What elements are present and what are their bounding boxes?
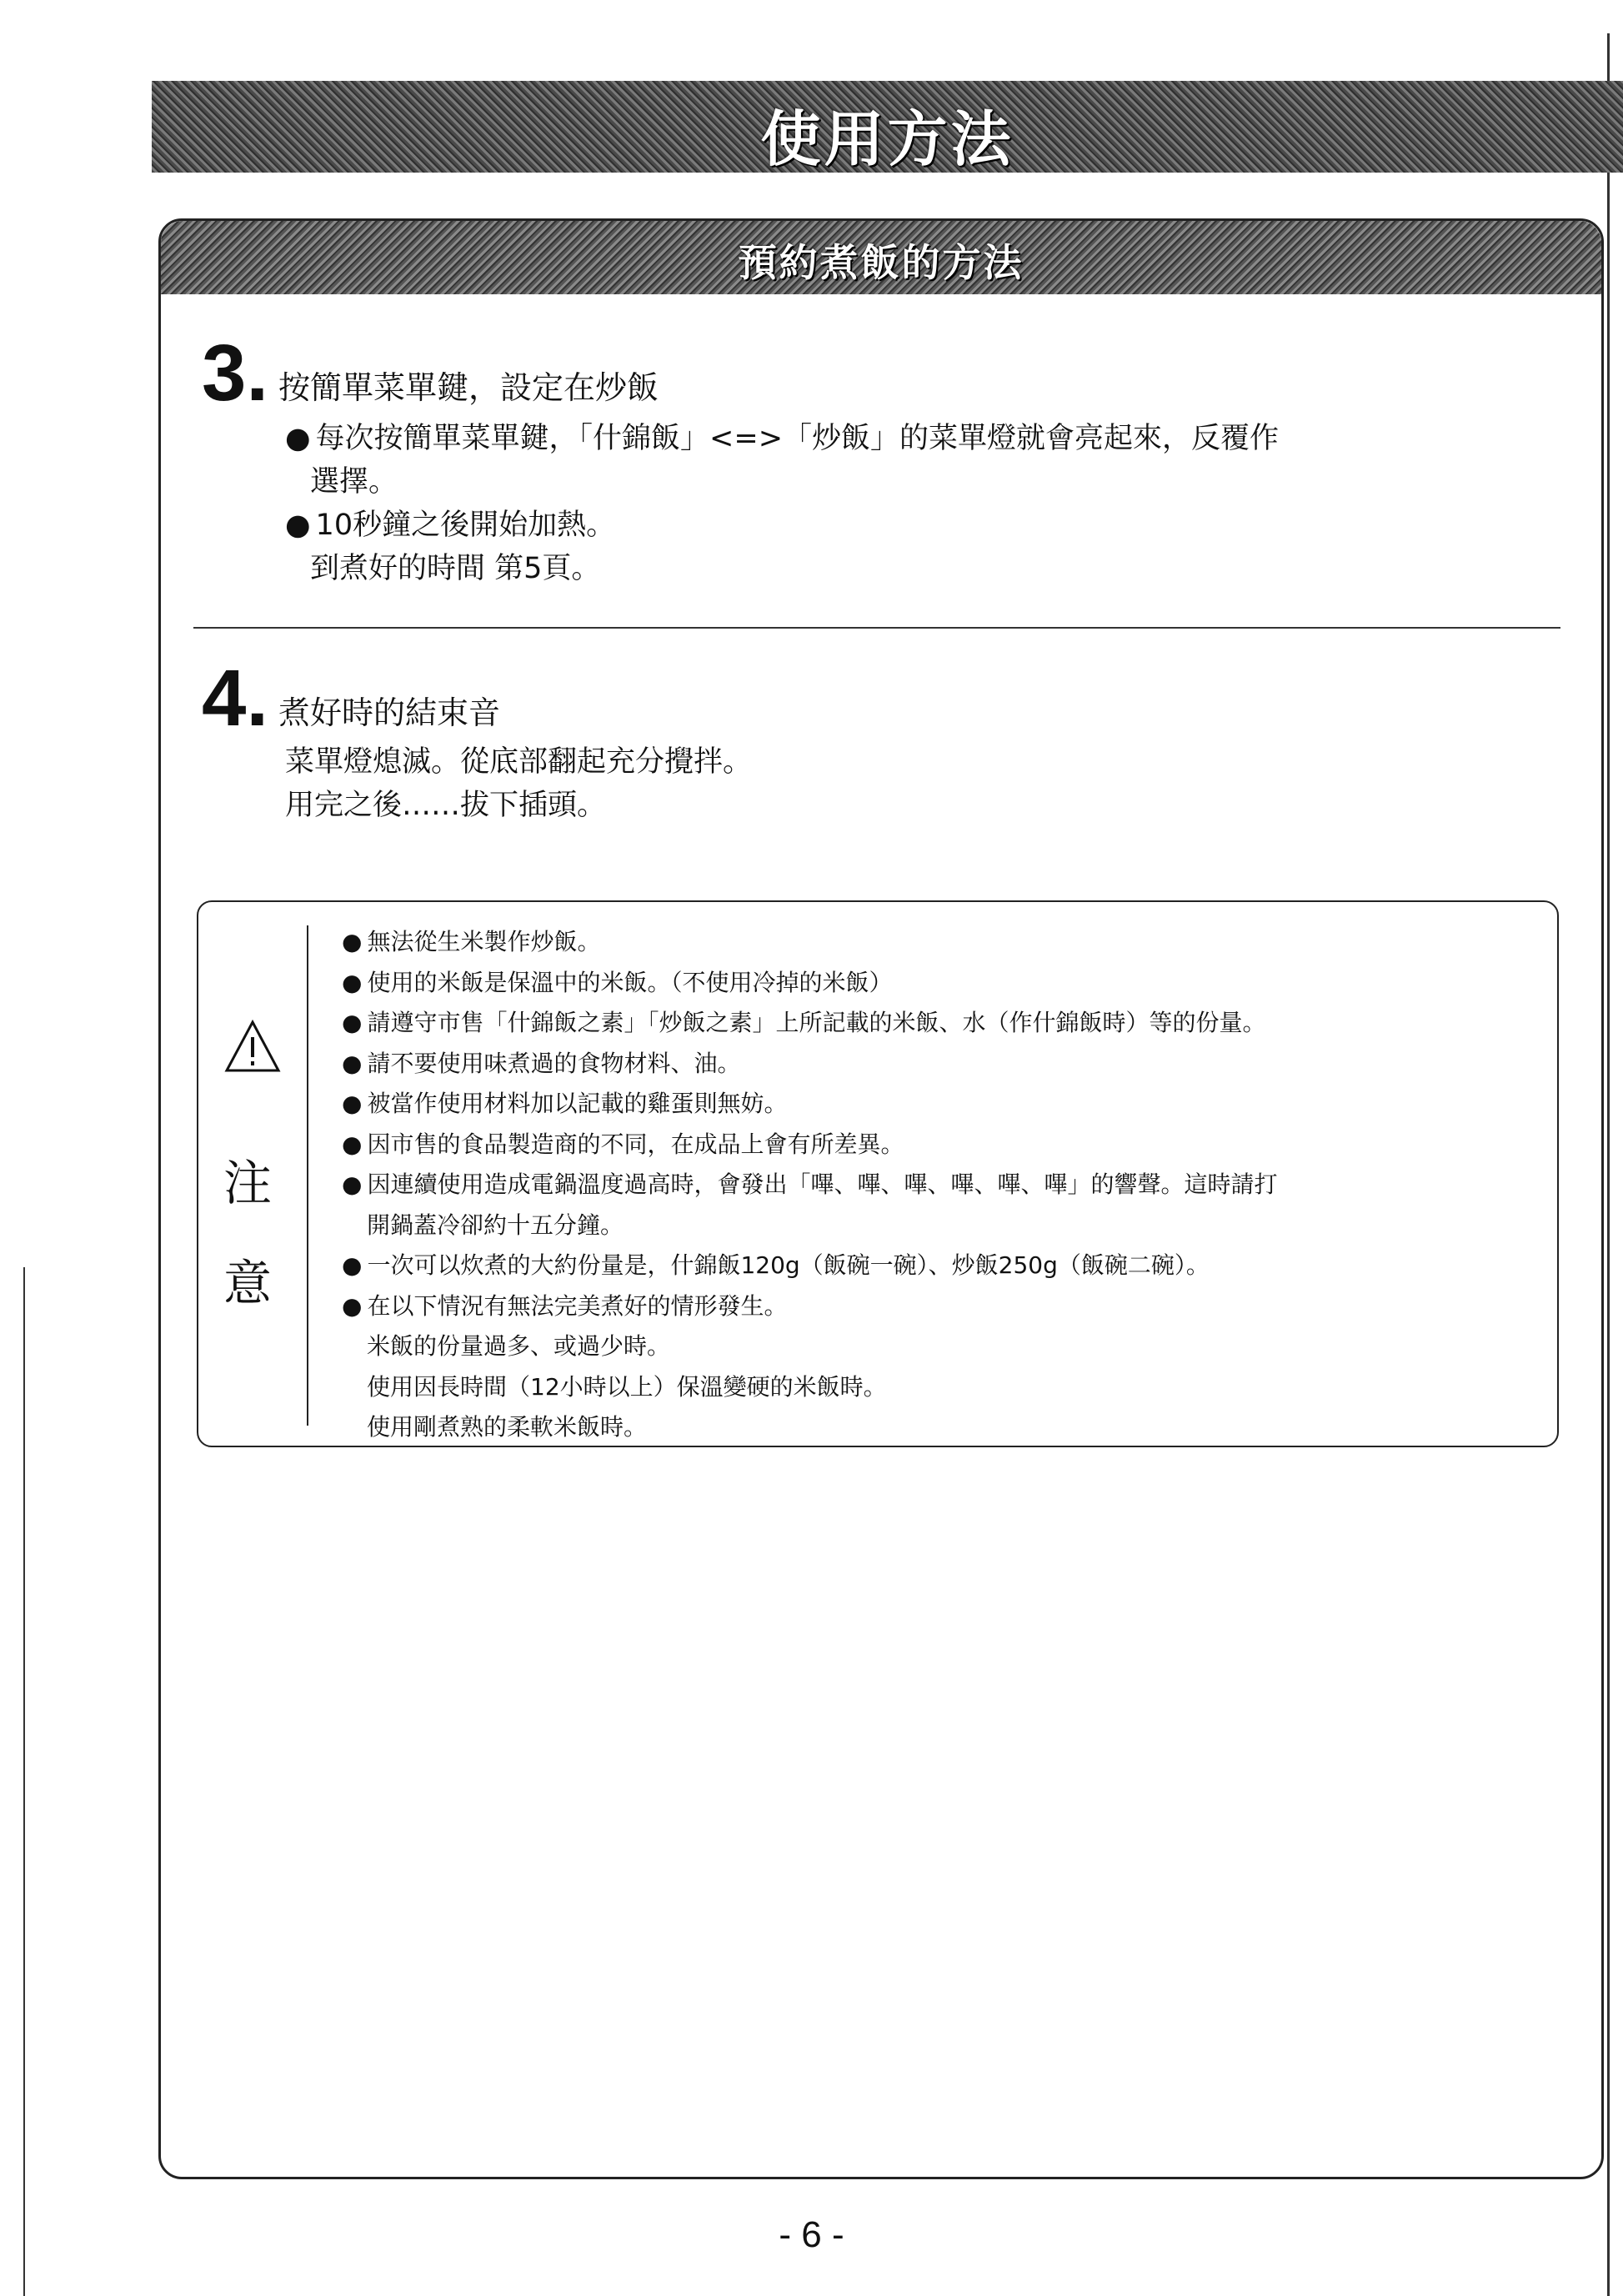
caution-list [342, 922, 1277, 1448]
caution-item: ● 一次可以炊煮的大約份量是，什錦飯120g（飯碗一碗）、炒飯250g（飯碗二碗）。 [342, 1246, 1277, 1286]
caution-item: ● 使用的米飯是保溫中的米飯。（不使用冷掉的米飯） [342, 963, 1277, 1004]
step-line: 用完之後……拔下插頭。 [285, 789, 607, 822]
caution-item: ● 被當作使用材料加以記載的雞蛋則無妨。 [342, 1084, 1277, 1125]
step-body [285, 740, 752, 827]
caution-label-char: 意 [223, 1255, 273, 1311]
caution-item: 使用因長時間（12小時以上）保溫變硬的米飯時。 [367, 1372, 887, 1401]
section-title: 預約煮飯的方法 [738, 240, 1024, 285]
step-line: ● 10秒鐘之後開始加熱。 [285, 504, 1279, 547]
caution-separator [307, 925, 308, 1426]
step-heading: 按簡單菜單鍵，設定在炒飯 [278, 369, 659, 406]
step-line: 菜單燈熄滅。從底部翻起充分攪拌。 [285, 745, 753, 779]
scan-margin-line-left [23, 1267, 25, 2296]
step-number: 3. [202, 328, 269, 418]
caution-item: ● 請遵守市售「什錦飯之素」「炒飯之素」上所記載的米飯、水（作什錦飯時）等的份量。 [342, 1003, 1277, 1044]
section-header [161, 221, 1601, 294]
caution-item: 米飯的份量過多、或過少時。 [367, 1332, 671, 1360]
caution-item: 使用剛煮熟的柔軟米飯時。 [367, 1413, 648, 1441]
step-line: ● 每次按簡單菜單鍵，「什錦飯」<=>「炒飯」的菜單燈就會亮起來，反覆作 [285, 417, 1279, 460]
caution-item: ● 請不要使用味煮過的食物材料、油。 [342, 1044, 1277, 1085]
step-number: 4. [202, 654, 269, 743]
caution-box [197, 900, 1559, 1447]
warning-triangle-icon [223, 1019, 282, 1074]
step-line: 到煮好的時間 第5頁。 [310, 552, 601, 585]
scan-margin-line-right [1607, 33, 1610, 2296]
header-bar [152, 81, 1623, 173]
step-heading: 煮好時的結束音 [278, 694, 501, 731]
caution-item: ● 無法從生米製作炒飯。 [342, 922, 1277, 963]
caution-item: ● 在以下情況有無法完美煮好的情形發生。 [342, 1286, 1277, 1327]
step-body [285, 417, 1279, 590]
step-divider [193, 627, 1560, 629]
step-line: 選擇。 [310, 465, 398, 499]
caution-item: ● 因市售的食品製造商的不同，在成品上會有所差異。 [342, 1125, 1277, 1166]
caution-item: ● 因連續使用造成電鍋溫度過高時，會發出「嗶、嗶、嗶、嗶、嗶、嗶」的響聲。這時請打 [342, 1165, 1277, 1206]
page-title: 使用方法 [760, 104, 1014, 174]
page-number: - 6 - [779, 2214, 844, 2255]
caution-label-char: 注 [223, 1155, 273, 1211]
caution-item: 開鍋蓋冷卻約十五分鐘。 [367, 1211, 624, 1239]
